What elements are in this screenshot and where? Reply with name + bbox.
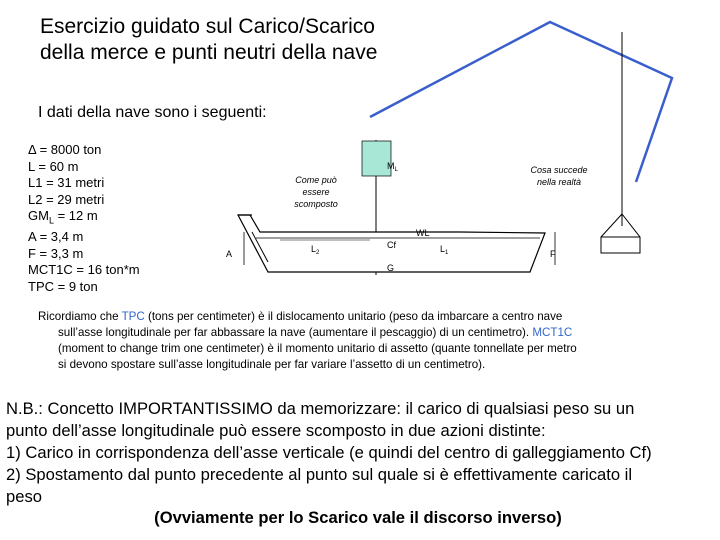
nb-line-5: peso — [6, 487, 42, 506]
label-l1: $L_1$ — [440, 244, 449, 256]
ricordo-text-2: sull’asse longitudinale per far abbassare la nave (aumentare il pescaggio) di un centimetro). — [58, 326, 533, 339]
title-line-2: della merce e punti neutri della nave — [40, 41, 378, 64]
nb-line-1: N.B.: Concetto IMPORTANTISSIMO da memorizzare: il carico di qualsiasi peso su un — [6, 399, 635, 418]
spec-gml-sub: L — [48, 215, 54, 226]
label-cosa-2: nella realtà — [536, 177, 582, 187]
spec-gml-value: = 12 m — [53, 208, 98, 223]
nb-line-2: punto dell’asse longitudinale può essere scomposto in due azioni distinte: — [6, 421, 546, 440]
ricordo-text-1b: (tons per centimeter) è il dislocamento unitario (peso da imbarcare a centro nave — [144, 310, 563, 323]
ricordo-text-1: Ricordiamo che — [38, 310, 122, 323]
spec-mct1c: MCT1C = 16 ton*m — [28, 262, 140, 278]
label-wl: WL — [416, 228, 430, 238]
label-ml: $M_L$ — [387, 161, 398, 173]
definitions-paragraph — [38, 309, 698, 373]
label-a: A — [226, 249, 233, 259]
intro-text: I dati della nave sono i seguenti: — [38, 104, 267, 121]
label-g: G — [387, 263, 395, 273]
ricordo-line-4: si devono spostare sull’asse longitudinale per far variare l’assetto di un centimetro). — [58, 358, 486, 371]
nb-line-4: 2) Spostamento dal punto precedente al punto sul quale si è effettivamente caricato il — [6, 465, 633, 484]
crane-sling-left — [601, 214, 622, 237]
label-f: F — [550, 249, 556, 259]
label-come-2: essere — [302, 187, 330, 197]
crane-sling-right — [622, 214, 640, 237]
spec-draft-aft: A = 3,4 m — [28, 229, 84, 245]
spec-gml-label: GM — [28, 208, 49, 223]
suspended-weight — [601, 237, 640, 253]
closing-text: (Ovviamente per lo Scarico vale il discorso inverso) — [154, 508, 562, 527]
tpc-term: TPC — [121, 310, 145, 323]
label-cosa-1: Cosa succede — [530, 165, 588, 175]
label-come-1: Come può — [295, 175, 337, 185]
nb-paragraph — [6, 398, 718, 508]
spec-draft-fore: F = 3,3 m — [28, 245, 84, 261]
label-come-3: scomposto — [294, 199, 338, 209]
spec-tpc: TPC = 9 ton — [28, 278, 98, 294]
spec-l1: L1 = 31 metri — [28, 175, 105, 190]
label-l2: $L_2$ — [311, 244, 320, 256]
label-cf: Cf — [387, 240, 396, 250]
spec-length: L = 60 m — [28, 158, 79, 174]
closing-note — [0, 508, 720, 528]
spec-displacement: Δ = 8000 ton — [28, 142, 102, 157]
nb-line-3: 1) Carico in corrispondenza dell’asse verticale (e quindi del centro di galleggiamento Cf) — [6, 443, 652, 462]
crane-frame — [370, 22, 672, 182]
ricordo-line-1 — [38, 310, 562, 323]
ricordo-line-2 — [38, 325, 698, 341]
spec-l2: L2 = 29 metri — [28, 191, 105, 207]
title-line-1: Esercizio guidato sul Carico/Scarico — [40, 15, 375, 38]
ricordo-line-3: (moment to change trim one centimeter) è il momento unitario di assetto (quante tonnellate per metro — [58, 342, 577, 355]
mct1c-term: MCT1C — [532, 326, 573, 339]
